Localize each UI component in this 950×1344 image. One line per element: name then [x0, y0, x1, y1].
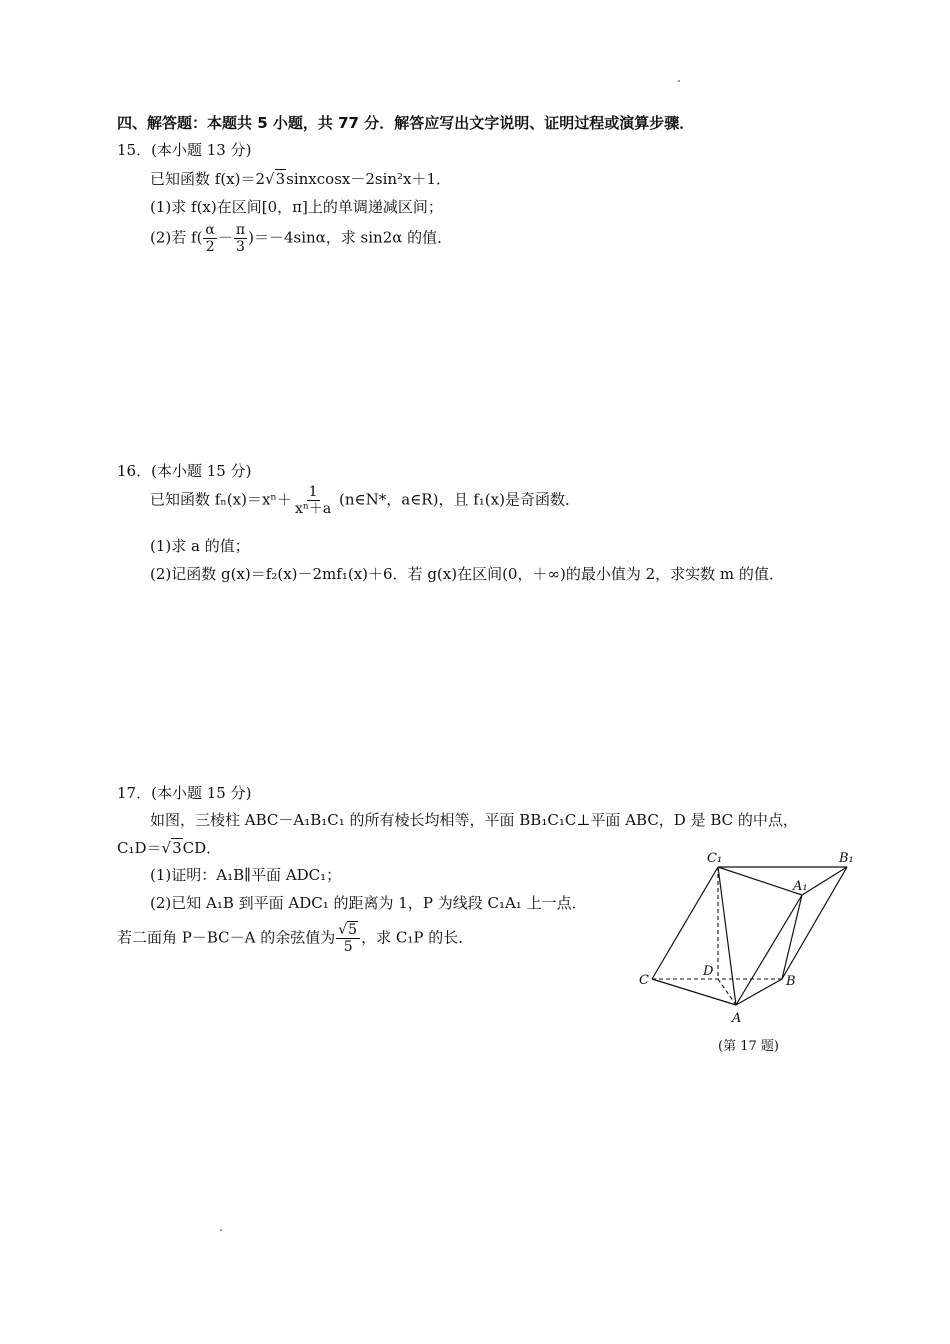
- q16-frac: [293, 484, 333, 517]
- q15-frac-pi-num: π: [235, 222, 246, 238]
- q15-frac-pi: [234, 222, 247, 255]
- label-d: D: [703, 964, 714, 979]
- q15-given-prefix: 已知函数 f(x)＝2: [150, 170, 266, 188]
- q17-frac-den: 5: [343, 939, 353, 955]
- q16-part1: (1)求 a 的值；: [150, 537, 250, 555]
- q15-frac-alpha: [203, 222, 216, 255]
- label-a1: A₁: [793, 879, 808, 894]
- edge-a1-b1: [802, 867, 847, 895]
- q15-frac-pi-den: 3: [236, 239, 245, 255]
- edge-a1-b: [782, 895, 802, 979]
- q16-given: [150, 484, 580, 517]
- q15-given-suffix: sinxcosx－2sin²x＋1．: [286, 170, 452, 188]
- label-b: B: [786, 974, 796, 989]
- label-c1: C₁: [707, 851, 723, 866]
- q15-given-radicand: 3: [275, 170, 286, 188]
- q17-frac-num: [336, 922, 360, 939]
- label-b1: B₁: [839, 851, 854, 866]
- q17-figure: [630, 845, 870, 1060]
- q15-frac-alpha-den: 2: [205, 239, 215, 255]
- q15-part2: [150, 222, 452, 255]
- q16-frac-num: 1: [308, 484, 318, 500]
- q17-line2-radicand: 3: [172, 839, 182, 857]
- q17-part1: (1)证明：A₁B∥平面 ADC₁；: [150, 866, 342, 884]
- q17-line5: [117, 922, 473, 955]
- q17-frac: [336, 922, 360, 955]
- q17-figure-caption: (第 17 题): [718, 1039, 779, 1054]
- q15-part2-prefix: (2)若 f(: [150, 228, 203, 247]
- q17-line1: 如图，三棱柱 ABC－A₁B₁C₁ 的所有棱长均相等，平面 BB₁C₁C⊥平面 ABC，D 是 BC 的中点，: [150, 811, 798, 829]
- label-c: C: [639, 973, 649, 988]
- q15-frac-alpha-num: α: [205, 222, 215, 238]
- edge-a-b: [736, 979, 782, 1005]
- q15-number: 15．(本小题 13 分): [117, 141, 252, 159]
- q15-part1: (1)求 f(x)在区间[0，π]上的单调递减区间；: [150, 198, 443, 216]
- q17-number: 17．(本小题 15 分): [117, 784, 252, 802]
- edge-b-b1: [782, 867, 847, 979]
- q15-given: [150, 168, 451, 189]
- sqrt-sign: √: [265, 170, 275, 188]
- q16-number: 16．(本小题 15 分): [117, 462, 252, 480]
- q17-frac-num-radicand: 5: [348, 922, 358, 938]
- q17-part2: (2)已知 A₁B 到平面 ADC₁ 的距离为 1，P 为线段 C₁A₁ 上一点．: [150, 894, 587, 912]
- sqrt-sign: √: [338, 922, 348, 938]
- sqrt-sign: √: [161, 839, 172, 857]
- scan-dot-top: [678, 80, 680, 82]
- q15-minus: －: [217, 228, 233, 247]
- q17-line2-prefix: C₁D＝: [117, 839, 162, 857]
- scan-dot-bottom: [220, 1229, 222, 1231]
- q16-given-suffix: (n∈N*，a∈R)，且 f₁(x)是奇函数．: [334, 490, 580, 509]
- q17-line2-suffix: CD．: [182, 839, 222, 857]
- edge-c1-a1: [718, 867, 802, 895]
- q17-line5-prefix: 若二面角 P－BC－A 的余弦值为: [117, 928, 336, 947]
- q16-part2: (2)记函数 g(x)＝f₂(x)－2mf₁(x)＋6．若 g(x)在区间(0，＋∞)的最小值为 2，求实数 m 的值．: [150, 565, 784, 583]
- q16-given-prefix: 已知函数 fₙ(x)＝xⁿ＋: [150, 490, 292, 509]
- label-a: A: [732, 1011, 742, 1026]
- edge-c-a: [652, 979, 736, 1005]
- edge-c-c1: [652, 867, 718, 979]
- q17-line5-suffix: ，求 C₁P 的长．: [361, 928, 474, 947]
- edge-c1-a: [718, 867, 736, 1005]
- q17-line2: [117, 837, 221, 858]
- section-heading: 四、解答题：本题共 5 小题，共 77 分．解答应写出文字说明、证明过程或演算步骤．: [117, 114, 695, 132]
- q16-frac-den: xⁿ＋a: [294, 501, 332, 517]
- q15-part2-suffix: )＝－4sinα，求 sin2α 的值．: [248, 228, 453, 247]
